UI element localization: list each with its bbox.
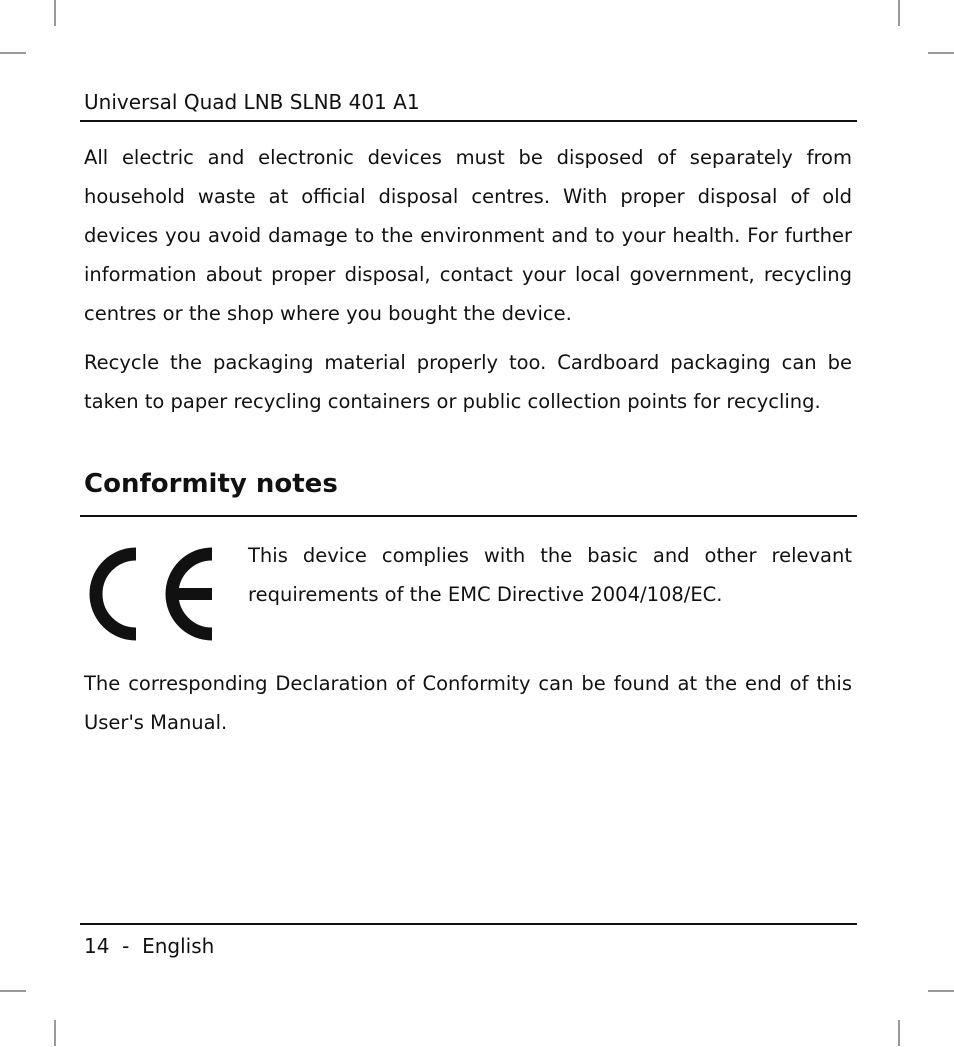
section-rule: [80, 515, 857, 517]
crop-mark-bottom-right-vertical: [898, 1020, 900, 1046]
crop-mark-top-left-vertical: [54, 0, 56, 26]
crop-mark-top-right-vertical: [898, 0, 900, 26]
crop-mark-bottom-left-horizontal: [0, 990, 26, 992]
crop-mark-bottom-right-horizontal: [928, 990, 954, 992]
crop-mark-bottom-left-vertical: [54, 1020, 56, 1046]
footer-rule: [80, 923, 857, 925]
section-heading-conformity: Conformity notes: [84, 469, 338, 499]
page-number-footer: 14 - English: [84, 934, 215, 958]
header-rule: [80, 120, 857, 122]
declaration-paragraph: The corresponding Declaration of Conformity can be found at the end of this User's Manual.: [84, 672, 852, 734]
ce-mark-icon: [86, 546, 216, 642]
crop-mark-top-left-horizontal: [0, 52, 26, 54]
packaging-paragraph: Recycle the packaging material properly too. Cardboard packaging can be taken to paper recycling containers or public collection points for recycling.: [84, 351, 852, 413]
document-header-title: Universal Quad LNB SLNB 401 A1: [84, 90, 420, 114]
disposal-paragraph: All electric and electronic devices must be disposed of separately from household waste at official disposal centres. With proper disposal of old devices you avoid damage to the environment and to your health. For further information about proper disposal, contact your local government, recycling centres or the shop where you bought the device.: [84, 146, 852, 325]
crop-mark-top-right-horizontal: [928, 52, 954, 54]
ce-compliance-text: This device complies with the basic and other relevant requirements of the EMC Directive 2004/108/EC.: [248, 544, 852, 606]
